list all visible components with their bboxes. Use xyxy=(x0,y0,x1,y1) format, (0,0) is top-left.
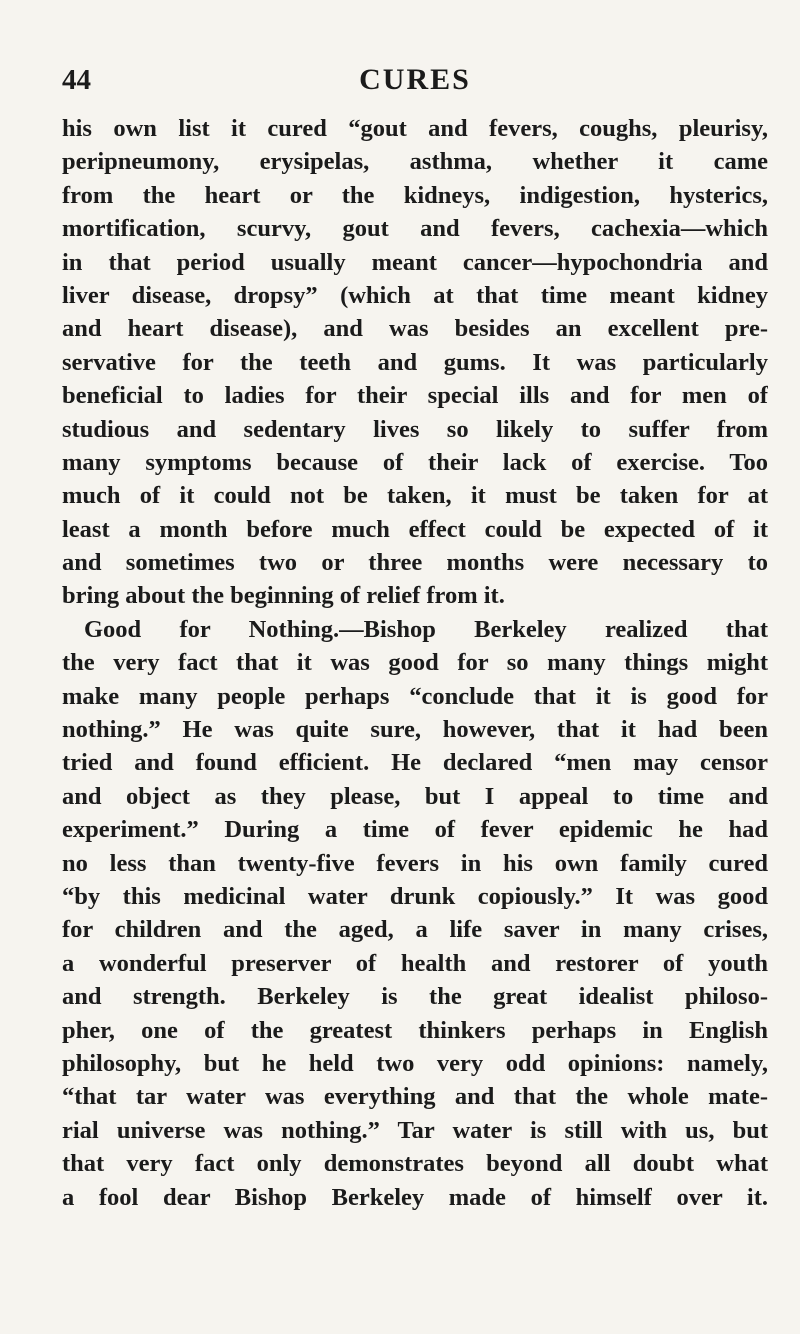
text-line: beneficial to ladies for their special ills and for men of xyxy=(62,382,768,410)
text-line: peripneumony, erysipelas, asthma, whether it came xyxy=(62,148,768,176)
text-line: rial universe was nothing.” Tar water is still with us, but xyxy=(62,1116,768,1144)
text-line: many symptoms because of their lack of exercise. Too xyxy=(62,448,768,476)
text-line: make many people perhaps “conclude that it is good for xyxy=(62,682,768,710)
text-line: nothing.” He was quite sure, however, that it had been xyxy=(62,716,768,744)
page-number: 44 xyxy=(62,64,91,96)
text-line: “by this medicinal water drunk copiously.” It was good xyxy=(62,882,768,910)
text-line: philosophy, but he held two very odd opinions: namely, xyxy=(62,1049,768,1077)
page-header xyxy=(62,62,768,102)
text-line: liver disease, dropsy” (which at that time meant kidney xyxy=(62,281,768,309)
running-head: CURES xyxy=(359,63,471,96)
text-line: that very fact only demonstrates beyond all doubt what xyxy=(62,1150,768,1178)
text-line: a fool dear Bishop Berkeley made of himself over it. xyxy=(62,1183,768,1211)
text-line: his own list it cured “gout and fevers, coughs, pleurisy, xyxy=(62,115,768,142)
text-line: “that tar water was everything and that the whole mate- xyxy=(62,1083,768,1111)
text-line: bring about the beginning of relief from it. xyxy=(62,582,505,610)
text-line: a wonderful preserver of health and restorer of youth xyxy=(62,949,768,977)
text-line: the very fact that it was good for so many things might xyxy=(62,649,768,677)
body-text xyxy=(62,112,768,1214)
text-line: least a month before much effect could be expected of it xyxy=(62,515,768,543)
text-line: tried and found efficient. He declared “men may censor xyxy=(62,749,768,777)
text-line: no less than twenty-five fevers in his own family cured xyxy=(62,849,768,877)
text-line: and strength. Berkeley is the great idealist philoso- xyxy=(62,983,768,1011)
text-line: for children and the aged, a life saver in many crises, xyxy=(62,916,768,944)
text-line: mortification, scurvy, gout and fevers, cachexia—which xyxy=(62,215,768,243)
text-line: experiment.” During a time of fever epidemic he had xyxy=(62,816,768,844)
text-line: in that period usually meant cancer—hypochondria and xyxy=(62,248,768,276)
text-line: pher, one of the greatest thinkers perhaps in English xyxy=(62,1016,768,1044)
text-line: Good for Nothing.—Bishop Berkeley realized that xyxy=(84,615,768,643)
text-line: and heart disease), and was besides an excellent pre- xyxy=(62,315,768,343)
text-line: studious and sedentary lives so likely to suffer from xyxy=(62,415,768,443)
text-line: from the heart or the kidneys, indigestion, hysterics, xyxy=(62,181,768,209)
text-line: and object as they please, but I appeal to time and xyxy=(62,782,768,810)
text-line: and sometimes two or three months were necessary to xyxy=(62,549,768,577)
text-line: much of it could not be taken, it must be taken for at xyxy=(62,482,768,510)
text-line: servative for the teeth and gums. It was particularly xyxy=(62,348,768,376)
